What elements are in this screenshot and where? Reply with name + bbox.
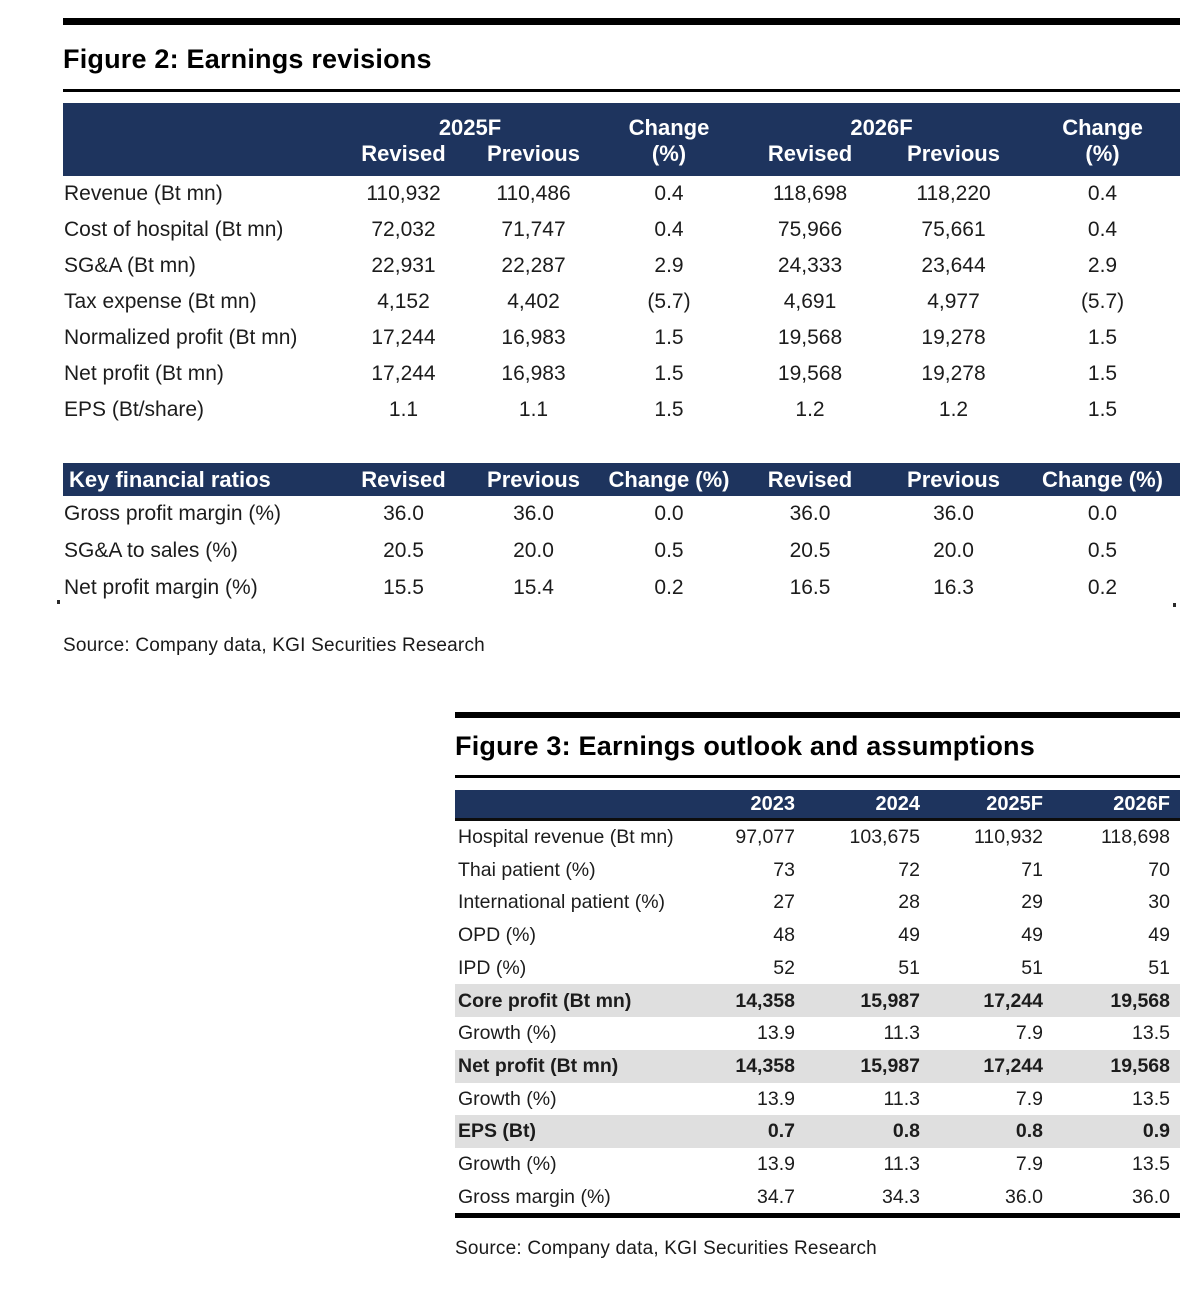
cell-value: 1.2 [795,397,825,421]
row-label: Growth (%) [458,1087,557,1110]
row-label: SG&A (Bt mn) [64,253,196,277]
table-row [455,952,1180,985]
change-percent-header: Change (%) [600,463,738,496]
cell-value: 7.9 [1015,1152,1043,1175]
cell-value: 36.0 [513,502,554,526]
cell-value: 1.1 [518,397,549,421]
cell-value: (5.7) [1080,289,1125,313]
cell-value: 29 [1021,891,1043,914]
table-row [63,496,1180,533]
previous-header: Previous [882,463,1025,496]
figure3-top-rule [455,712,1180,718]
empty-header-cell [455,790,705,820]
cell-value: 70 [1148,858,1170,881]
cell-value: 20.5 [789,539,831,563]
earnings-outlook-table [455,790,1180,1213]
cell-value: 14,358 [705,1050,805,1083]
cell-value: 13.9 [757,1022,795,1045]
cell-value: 7.9 [1015,1087,1043,1110]
cell-value: 16.5 [789,576,831,600]
row-label: International patient (%) [458,891,666,914]
cell-value: 27 [773,891,795,914]
row-label: Growth (%) [458,1022,557,1045]
percent-header: (%) [600,141,738,176]
cell-value: 1.2 [938,397,969,421]
change-header: Change [600,103,738,141]
cell-value: 16,983 [501,325,566,349]
cell-value: 75,661 [921,217,986,241]
table-row [63,284,1180,320]
row-label: Gross profit margin (%) [64,502,282,526]
row-label: EPS (Bt/share) [64,397,205,421]
cell-value: 11.3 [883,1087,920,1110]
row-label: Revenue (Bt mn) [64,181,223,205]
year-2024-header: 2024 [805,790,930,820]
cell-value: 0.5 [654,539,684,563]
cell-value: 0.5 [1087,539,1118,563]
table-row [63,392,1180,428]
cell-value: 19,568 [777,361,843,385]
cell-value: 71,747 [501,217,566,241]
cell-value: 73 [773,858,795,881]
cell-value: 13.5 [1132,1022,1170,1045]
cell-value: 17,244 [371,361,436,385]
cell-value: 0.4 [1087,217,1118,241]
cell-value: 34.7 [757,1185,795,1208]
cell-value: 0.4 [654,217,684,241]
table-row [63,212,1180,248]
cell-value: 36.0 [1132,1185,1170,1208]
cell-value: 1.5 [1087,361,1118,385]
cell-value: 19,568 [777,325,843,349]
cell-value: 51 [1021,956,1043,979]
cell-value: 19,278 [921,325,986,349]
sub-header-row [63,141,1180,176]
revised-header: Revised [340,463,467,496]
figure3-earnings-outlook-section [455,712,1180,1260]
cell-value: 17,244 [371,325,436,349]
cell-value: 13.5 [1132,1087,1170,1110]
year-2026f-header: 2026F [1053,790,1180,820]
cell-value: 13.9 [757,1152,795,1175]
revised-header: Revised [340,141,467,176]
cell-value: 34.3 [882,1185,920,1208]
cell-value: 28 [898,891,920,914]
cell-value: 103,675 [849,826,920,849]
cell-value: 36.0 [933,502,974,526]
cell-value: 0.0 [654,502,684,526]
cell-value: 1.5 [654,325,684,349]
cell-value: 0.8 [805,1115,930,1148]
cell-value: 16,983 [501,361,566,385]
figure2-source-note: Source: Company data, KGI Securities Research [63,635,485,656]
cell-value: 75,966 [777,217,843,241]
previous-header: Previous [467,141,600,176]
cell-value: 17,244 [930,984,1053,1017]
figure3-bottom-rule [455,1213,1180,1218]
table-row [455,1083,1180,1116]
cell-value: 1.5 [1087,397,1118,421]
ratios-header-row [63,463,1180,496]
key-financial-ratios-table [63,463,1180,607]
row-label: Normalized profit (Bt mn) [64,325,298,349]
row-label: Core profit (Bt mn) [455,984,705,1017]
cell-value: 0.0 [1087,502,1118,526]
figure2-title: Figure 2: Earnings revisions [63,44,432,74]
row-label: Growth (%) [458,1152,557,1175]
cell-value: 4,691 [783,289,837,313]
year-2023-header: 2023 [705,790,805,820]
cell-value: 52 [773,956,795,979]
cell-value: 0.4 [1087,181,1118,205]
figure3-title-rule [455,775,1180,778]
table-row [63,248,1180,284]
cell-value: 49 [1148,924,1170,947]
cell-value: 22,287 [501,253,566,277]
year-2025f-header: 2025F [930,790,1053,820]
figure2-title-rule [63,89,1180,92]
cell-value: 0.2 [654,576,684,600]
cell-value: 13.5 [1132,1152,1170,1175]
row-label: EPS (Bt) [455,1115,705,1148]
cell-value: 20.0 [933,539,974,563]
cell-value: 14,358 [705,984,805,1017]
cell-value: 15,987 [805,984,930,1017]
cell-value: 0.8 [930,1115,1053,1148]
cell-value: 15.5 [383,576,424,600]
corner-mark [57,600,60,604]
year-header-row [455,790,1180,820]
cell-value: 118,220 [916,181,991,205]
cell-value: 16.3 [933,576,974,600]
cell-value: 110,932 [366,181,441,205]
row-label: Net profit (Bt mn) [455,1050,705,1083]
cell-value: 19,568 [1053,1050,1180,1083]
row-label: IPD (%) [458,956,527,979]
cell-value: 2.9 [1087,253,1118,277]
figure2-earnings-revisions-section [63,18,1180,657]
cell-value: 23,644 [921,253,986,277]
cell-value: 48 [773,924,795,947]
table-row [63,176,1180,212]
table-row [455,919,1180,952]
cell-value: 4,152 [377,289,430,313]
table-row [455,1148,1180,1181]
table-row [455,1017,1180,1050]
cell-value: 24,333 [777,253,843,277]
row-label: OPD (%) [458,924,536,947]
table-row [63,356,1180,392]
revised-header: Revised [738,141,882,176]
ratios-title-header: Key financial ratios [63,463,340,496]
cell-value: 0.2 [1087,576,1118,600]
cell-value: 17,244 [930,1050,1053,1083]
cell-value: 71 [1021,858,1043,881]
cell-value: 19,278 [921,361,986,385]
table-row [455,984,1180,1017]
change-percent-header: Change (%) [1025,463,1180,496]
row-label: Net profit (Bt mn) [64,361,224,385]
cell-value: 36.0 [1005,1185,1043,1208]
table-row [63,570,1180,607]
previous-header: Previous [882,141,1025,176]
cell-value: 110,486 [496,181,571,205]
figure3-title: Figure 3: Earnings outlook and assumptions [455,731,1035,761]
cell-value: 4,977 [927,289,980,313]
cell-value: 1.5 [1087,325,1118,349]
cell-value: 13.9 [757,1087,795,1110]
cell-value: 49 [898,924,920,947]
empty-header-cell [63,103,340,141]
table-row [455,886,1180,919]
cell-value: 118,698 [772,181,848,205]
cell-value: 36.0 [789,502,831,526]
figure3-source-note: Source: Company data, KGI Securities Research [455,1238,877,1260]
cell-value: 1.5 [654,397,684,421]
row-label: SG&A to sales (%) [64,539,238,563]
revised-header: Revised [738,463,882,496]
table-row [455,854,1180,887]
cell-value: 20.5 [383,539,424,563]
table-row [455,1181,1180,1214]
cell-value: 0.9 [1053,1115,1180,1148]
year-2025f-header: 2025F [340,103,600,141]
cell-value: 7.9 [1015,1022,1043,1045]
table-row [63,320,1180,356]
corner-mark [1173,603,1176,607]
cell-value: 72 [898,858,920,881]
percent-header: (%) [1025,141,1180,176]
previous-header: Previous [467,463,600,496]
cell-value: (5.7) [647,289,691,313]
empty-header-cell [63,141,340,176]
cell-value: 97,077 [735,826,795,849]
cell-value: 0.4 [654,181,684,205]
cell-value: 11.3 [883,1152,920,1175]
cell-value: 19,568 [1053,984,1180,1017]
cell-value: 51 [898,956,920,979]
cell-value: 15.4 [513,576,554,600]
cell-value: 22,931 [371,253,436,277]
row-label: Tax expense (Bt mn) [64,289,257,313]
cell-value: 2.9 [654,253,684,277]
earnings-revisions-table [63,103,1180,428]
cell-value: 20.0 [513,539,554,563]
figure2-top-rule [63,18,1180,25]
row-label: Hospital revenue (Bt mn) [458,826,674,849]
cell-value: 4,402 [507,289,560,313]
row-label: Cost of hospital (Bt mn) [64,217,284,241]
row-label: Thai patient (%) [458,858,596,881]
cell-value: 15,987 [805,1050,930,1083]
change-header: Change [1025,103,1180,141]
table-row [455,1115,1180,1148]
cell-value: 30 [1148,891,1170,914]
cell-value: 1.1 [388,397,419,421]
year-header-row [63,103,1180,141]
cell-value: 118,698 [1100,826,1170,849]
cell-value: 51 [1148,956,1170,979]
row-label: Net profit margin (%) [64,576,258,600]
cell-value: 1.5 [654,361,684,385]
cell-value: 110,932 [973,826,1043,849]
cell-value: 11.3 [883,1022,920,1045]
cell-value: 36.0 [383,502,424,526]
cell-value: 49 [1021,924,1043,947]
cell-value: 72,032 [371,217,436,241]
table-row [455,1050,1180,1083]
year-2026f-header: 2026F [738,103,1025,141]
cell-value: 0.7 [705,1115,805,1148]
table-row [63,533,1180,570]
row-label: Gross margin (%) [458,1185,611,1208]
table-row [455,820,1180,854]
